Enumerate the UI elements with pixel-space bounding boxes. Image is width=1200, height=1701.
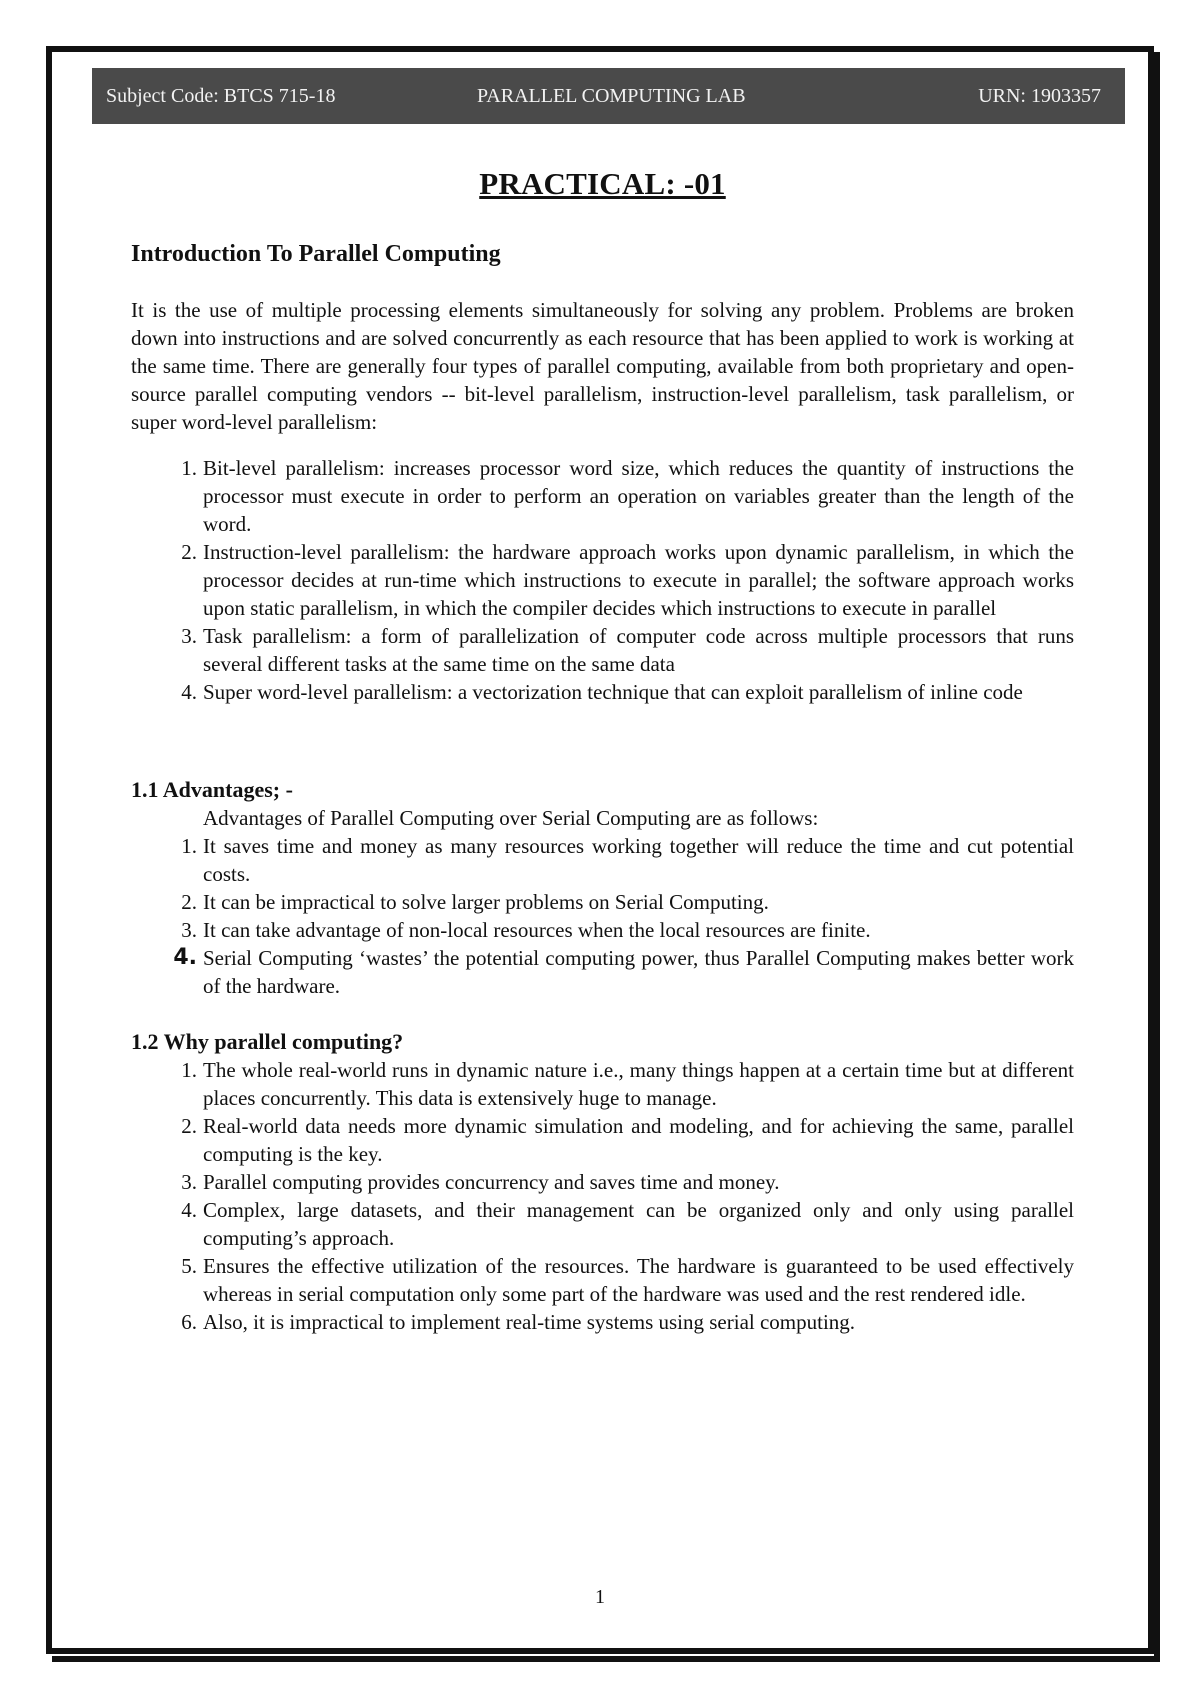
document-body	[131, 168, 1074, 1336]
lab-title: PARALLEL COMPUTING LAB	[477, 84, 746, 107]
list-item: 3. It can take advantage of non-local resources when the local resources are finite.	[181, 918, 871, 942]
header-bar	[92, 68, 1125, 124]
list-item: 4. Complex, large datasets, and their management can be organized only and only using parallel computing’s approach.	[181, 1198, 1074, 1250]
list-item: 6. Also, it is impractical to implement real-time systems using serial computing.	[181, 1310, 856, 1334]
list-item: 5. Ensures the effective utilization of the resources. The hardware is guaranteed to be used effectively whereas in serial computation only some part of the hardware was used and the rest rendered idle.	[181, 1254, 1074, 1306]
advantages-lead: Advantages of Parallel Computing over Serial Computing are as follows:	[203, 806, 819, 830]
why-heading: 1.2 Why parallel computing?	[131, 1029, 404, 1054]
list-item: 3. Parallel computing provides concurrency and saves time and money.	[181, 1170, 780, 1194]
list-item: 3. Task parallelism: a form of parallelization of computer code across multiple processors that runs several different tasks at the same time on the same data	[181, 624, 1074, 676]
why-list	[131, 1056, 1074, 1336]
list-item: 1. The whole real-world runs in dynamic nature i.e., many things happen at a certain time but at different places concurrently. This data is extensively huge to manage.	[181, 1058, 1074, 1110]
list-item: 2. Real-world data needs more dynamic simulation and modeling, and for achieving the same, parallel computing is the key.	[181, 1114, 1074, 1166]
intro-paragraph: It is the use of multiple processing elements simultaneously for solving any problem. Problems are broken down into instructions and are solved concurrently as each resource that has been applied to work is working at the same time. There are generally four types of parallel computing, available from both proprietary and open-source parallel computing vendors -- bit-level parallelism, instruction-level parallelism, task parallelism, or super word-level parallelism:	[131, 298, 1074, 434]
list-item: 1. It saves time and money as many resources working together will reduce the time and cut potential costs.	[181, 834, 1074, 886]
list-item: 2. Instruction-level parallelism: the hardware approach works upon dynamic parallelism, in which the processor decides at run-time which instructions to execute in parallel; the software approach works upon static parallelism, in which the compiler decides which instructions to execute in parallel	[181, 540, 1074, 620]
advantages-heading: 1.1 Advantages; -	[131, 777, 293, 802]
list-item: 4. Super word-level parallelism: a vectorization technique that can exploit parallelism of inline code	[181, 680, 1023, 704]
page-title: PRACTICAL: -01	[479, 166, 726, 201]
urn: URN: 1903357	[978, 84, 1101, 107]
intro-list	[131, 454, 1074, 706]
list-item: 2. It can be impractical to solve larger problems on Serial Computing.	[181, 890, 769, 914]
list-item: 1. Bit-level parallelism: increases processor word size, which reduces the quantity of instructions the processor must execute in order to perform an operation on variables greater than the length of the word.	[181, 456, 1074, 536]
subject-code: Subject Code: BTCS 715-18	[106, 84, 336, 107]
list-item: 4. Serial Computing ‘wastes’ the potential computing power, thus Parallel Computing makes better work of the hardware.	[173, 945, 1074, 998]
advantages-list	[131, 832, 1074, 1000]
intro-heading: Introduction To Parallel Computing	[131, 241, 501, 267]
page-number: 1	[595, 1586, 605, 1608]
